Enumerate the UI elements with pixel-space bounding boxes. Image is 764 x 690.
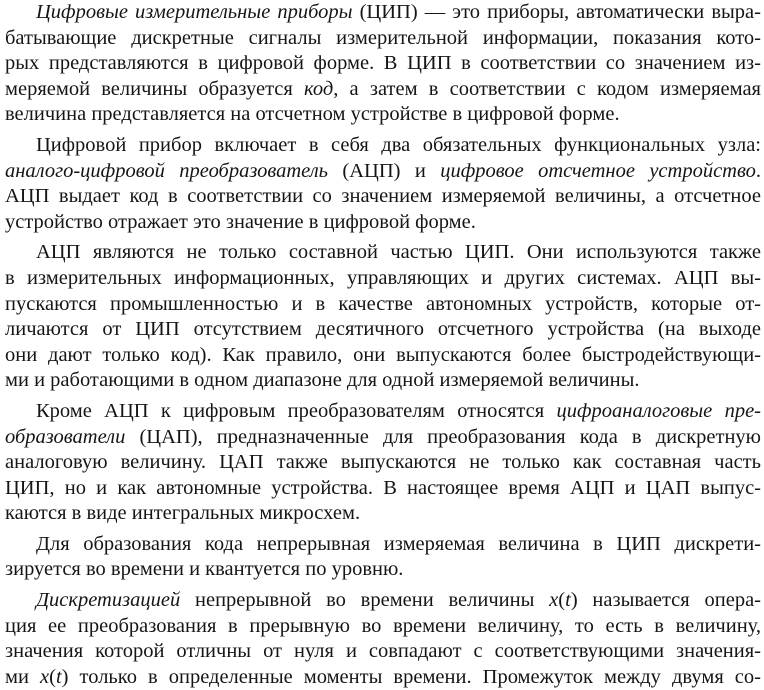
text-run: они дают только код). Как правило, они выпускаются более быстродействующи- <box>5 343 761 366</box>
text-line <box>0 292 764 318</box>
text-run: , а затем в соответствии с кодом измеряемая <box>333 77 761 100</box>
italic-term: цифроаналоговые пре- <box>556 399 762 422</box>
text-run: (ЦАП), предназначенные для преобразования кода в дискретную <box>125 425 761 448</box>
text-run: ) называется опера- <box>570 589 761 612</box>
text-line <box>0 532 764 558</box>
text-line <box>0 266 764 292</box>
text-run: зируется во времени и квантуется по уровню. <box>5 558 404 581</box>
text-run: ЦИП, но и как автономные устройства. В настоящее время АЦП и ЦАП выпус- <box>5 476 761 499</box>
text-run: ) только в определенные моменты времени. Промежуток между двумя со- <box>61 665 761 688</box>
text-line <box>0 614 764 640</box>
paragraph <box>0 588 764 690</box>
paragraph <box>0 532 764 583</box>
text-line <box>0 501 764 527</box>
text-line <box>0 368 764 394</box>
text-run: пускаются промышленностью и в качестве автономных устройств, которые от- <box>5 292 761 315</box>
paragraph <box>0 399 764 527</box>
text-line <box>0 0 764 26</box>
text-line <box>0 665 764 690</box>
text-line <box>0 240 764 266</box>
text-run: в измерительных информационных, управляющих и других системах. АЦП вы- <box>5 266 761 289</box>
text-line <box>0 26 764 52</box>
text-line <box>0 102 764 128</box>
text-line <box>0 317 764 343</box>
text-run: Цифровой прибор включает в себя два обязательных функциональных узла: <box>36 133 761 156</box>
text-run: меряемой величины образуется <box>5 77 305 100</box>
text-run: АЦП являются не только составной частью ЦИП. Они используются также <box>36 241 761 264</box>
text-line <box>0 133 764 159</box>
text-line <box>0 159 764 185</box>
text-run: ( <box>49 665 56 688</box>
text-line <box>0 77 764 103</box>
text-line <box>0 343 764 369</box>
text-run: значения которой отличны от нуля и совпадают с соответствующими значения- <box>5 640 761 663</box>
text-run: рых представляются в цифровой форме. В ЦИП в соответствии со значением из- <box>5 52 761 75</box>
math-variable: x <box>40 665 50 688</box>
italic-term: Дискретизацией <box>36 589 181 612</box>
paragraph <box>0 0 764 128</box>
text-line <box>0 210 764 236</box>
text-run: величина представляется на отсчетном устройстве в цифровой форме. <box>5 103 620 126</box>
text-run: устройство отражает это значение в цифровой форме. <box>5 210 476 233</box>
italic-term: образователи <box>5 425 126 448</box>
text-run: (АЦП) и <box>328 159 441 182</box>
text-run: ми и работающими в одном диапазоне для одной измеряемой величины. <box>5 369 640 392</box>
text-line <box>0 639 764 665</box>
math-variable: t <box>565 589 571 612</box>
text-run: . <box>755 159 761 182</box>
text-run: ция ее преобразования в прерывную во времени величину, то есть в величину, <box>5 614 761 637</box>
math-variable: x <box>549 589 559 612</box>
italic-term: цифровое отсчетное устройство <box>440 159 756 182</box>
text-run: аналоговую величину. ЦАП также выпускаются не только как составная часть <box>5 451 761 474</box>
text-run: личаются от ЦИП отсутствием десятичного отсчетного устройства (на выходе <box>5 318 761 341</box>
text-line <box>0 425 764 451</box>
text-run: батывающие дискретные сигналы измерительной информации, показания кото- <box>5 26 761 49</box>
text-run: (ЦИП) — это приборы, автоматически выра- <box>352 1 761 23</box>
text-run: непрерывной во времени величины <box>180 589 550 612</box>
text-run: Кроме АЦП к цифровым преобразователям относятся <box>36 399 557 422</box>
text-run: ми <box>5 665 40 688</box>
text-line <box>0 51 764 77</box>
text-run: Для образования кода непрерывная измеряемая величина в ЦИП дискрети- <box>36 532 761 555</box>
text-line <box>0 450 764 476</box>
italic-term: Цифровые измерительные приборы <box>36 1 353 23</box>
text-line <box>0 184 764 210</box>
text-run: каются в виде интегральных микросхем. <box>5 502 361 525</box>
text-line <box>0 399 764 425</box>
italic-term: аналого-цифровой преобразователь <box>5 159 329 182</box>
text-run: ( <box>558 589 566 612</box>
text-line <box>0 588 764 614</box>
text-line <box>0 476 764 502</box>
text-line <box>0 557 764 583</box>
paragraph <box>0 240 764 394</box>
italic-term: код <box>304 77 334 100</box>
paragraph <box>0 133 764 235</box>
text-run: АЦП выдает код в соответствии со значением измеряемой величины, а отсчетное <box>5 185 761 208</box>
math-variable: t <box>55 665 62 688</box>
